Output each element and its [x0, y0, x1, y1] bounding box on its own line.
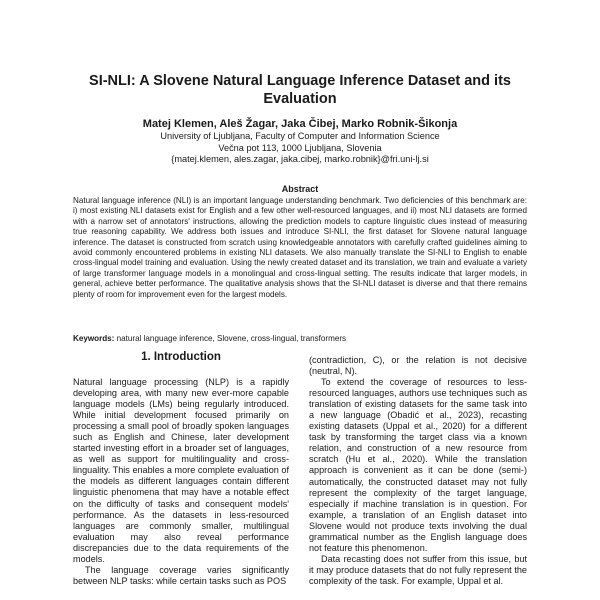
- affiliation-block: [60, 131, 540, 166]
- affiliation-emails: {matej.klemen, ales.zagar, jaka.cibej, marko.robnik}@fri.uni-lj.si: [171, 154, 429, 164]
- affiliation-address: Večna pot 113, 1000 Ljubljana, Slovenia: [218, 142, 382, 153]
- section-heading-introduction: 1. Introduction: [141, 351, 221, 363]
- abstract-text: Natural language inference (NLI) is an important language understanding benchmark. Two deficiencies of this benchmark are: i) most existing NLI datasets exist for English and a few other well-resourced languages, and ii) most NLI datasets are formed with a narrow set of annotators' instructions, allowing the prediction models to capture linguistic clues instead of measuring true reasoning capability. We address both issues and introduce SI-NLI, the first dataset for Slovene natural language inference. The dataset is constructed from scratch using knowledgeable annotators with carefully crafted guidelines aiming to avoid commonly encountered problems in existing NLI datasets. We also manually translate the SI-NLI to English to enable cross-lingual model training and evaluation. Using the newly created dataset and its translation, we train and evaluate a variety of large transformer language models in a monolingual and cross-lingual setting. The results indicate that larger models, in general, achieve better performance. The qualitative analysis shows that the SI-NLI dataset is diverse and that there remains plenty of room for improvement even for the largest models.: [73, 196, 527, 299]
- paragraph: The language coverage varies significantly between NLP tasks: while certain tasks such as POS: [73, 564, 289, 586]
- paragraph: Data recasting does not suffer from this issue, but it may produce datasets that do not fully represent the complexity of the task. For example, Uppal et al.: [309, 553, 527, 586]
- paragraph: Natural language processing (NLP) is a rapidly developing area, with many new ever-more capable language models (LMs) being regularly introduced. While initial development focused primarily on processing a small pool of broadly spoken languages such as English and Chinese, later development started investing effort in a broader set of languages, as well as support for multilinguality and cross-linguality. This enables a more complete evaluation of the models as different languages contain different linguistic phenomena that may have a notable effect on the difficulty of tasks and consequent models' performance. As the datasets in less-resourced languages are commonly smaller, multilingual evaluation may also reveal performance discrepancies due to the data requirements of the models.: [73, 377, 289, 564]
- paper-authors: Matej Klemen, Aleš Žagar, Jaka Čibej, Marko Robnik-Šikonja: [142, 118, 458, 130]
- left-column: [73, 377, 289, 600]
- paragraph: (contradiction, C), or the relation is not decisive (neutral, N).: [309, 355, 527, 377]
- affiliation-university: University of Ljubljana, Faculty of Computer and Information Science: [160, 131, 440, 141]
- keywords-label: Keywords:: [73, 334, 115, 343]
- keywords-text: natural language inference, Slovene, cross-lingual, transformers: [116, 334, 347, 343]
- abstract-heading: Abstract: [281, 184, 319, 194]
- paragraph: To extend the coverage of resources to less-resourced languages, authors use techniques such as translation of existing datasets for the same task into a new language (Obadić et al., 2023), recasting existing datasets (Uppal et al., 2020) for a different task by transforming the target class via a known relation, and construction of a new resource from scratch (Hu et al., 2020). While the translation approach is convenient as it can be done (semi-) automatically, the constructed dataset may not fully represent the complexity of the target language, especially if machine translation is in question. For example, a translation of an English dataset into Slovene would not produce texts involving the dual grammatical number as the English language does not feature this phenomenon.: [309, 377, 527, 553]
- paper-title: SI-NLI: A Slovene Natural Language Inference Dataset and its Evaluation: [89, 73, 511, 107]
- right-column: [309, 355, 527, 600]
- keywords-line: [73, 334, 527, 344]
